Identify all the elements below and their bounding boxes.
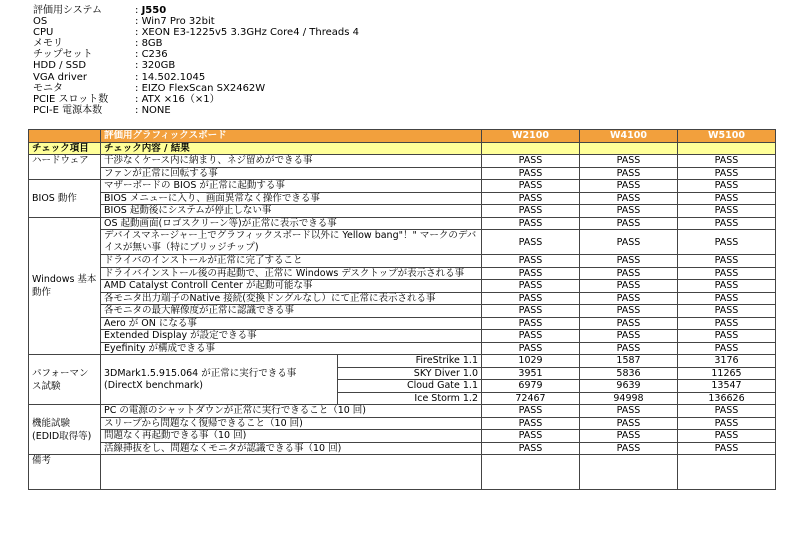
result-pass: PASS	[580, 405, 678, 418]
spec-value: EIZO FlexScan SX2462W	[141, 82, 266, 94]
spec-row	[33, 83, 359, 94]
result-pass: PASS	[482, 167, 580, 180]
spec-row	[33, 27, 359, 38]
result-pass: PASS	[678, 430, 776, 443]
spec-label: PCI-E 電源本数	[33, 104, 103, 116]
result-pass: PASS	[482, 330, 580, 343]
result-pass: PASS	[678, 417, 776, 430]
check-item: Eyefinity が構成できる事	[101, 342, 482, 355]
check-item: 活線挿抜をし、問題なくモニタが認識できる事（10 回)	[101, 442, 482, 455]
result-pass: PASS	[580, 317, 678, 330]
result-pass: PASS	[482, 430, 580, 443]
result-pass: PASS	[580, 230, 678, 255]
header-title: 評価用グラフィックスボード	[101, 130, 482, 143]
benchmark-score: 136626	[678, 392, 776, 405]
result-pass: PASS	[678, 330, 776, 343]
table-row	[29, 180, 776, 193]
benchmark-score: 9639	[580, 380, 678, 393]
notes-row	[29, 455, 776, 490]
spec-label: チップセット	[33, 49, 93, 61]
spec-label: HDD / SSD	[33, 60, 87, 72]
check-item: 問題なく再起動できる事（10 回)	[101, 430, 482, 443]
header-row	[29, 130, 776, 143]
header-blank	[29, 130, 101, 143]
spec-row	[33, 38, 359, 49]
result-pass: PASS	[580, 305, 678, 318]
notes-blank	[678, 455, 776, 490]
table-row	[29, 417, 776, 430]
result-pass: PASS	[678, 317, 776, 330]
table-row	[29, 430, 776, 443]
result-pass: PASS	[482, 417, 580, 430]
spec-value: 14.502.1045	[141, 71, 206, 83]
header-model: W2100	[482, 130, 580, 143]
benchmark-name: SKY Diver 1.0	[338, 367, 482, 380]
spec-value: C236	[141, 49, 168, 61]
table-row	[29, 255, 776, 268]
table-row	[29, 280, 776, 293]
spec-separator: :	[135, 27, 142, 39]
result-pass: PASS	[678, 155, 776, 168]
benchmark-row	[29, 355, 776, 368]
table-row	[29, 167, 776, 180]
check-item: ドライバのインストールが正常に完了すること	[101, 255, 482, 268]
result-pass: PASS	[678, 442, 776, 455]
table-row	[29, 205, 776, 218]
result-pass: PASS	[580, 217, 678, 230]
check-item: Extended Display が設定できる事	[101, 330, 482, 343]
spec-value: 8GB	[141, 38, 163, 50]
result-pass: PASS	[482, 217, 580, 230]
table-row	[29, 267, 776, 280]
result-pass: PASS	[580, 205, 678, 218]
category-function: 機能試験 (EDID取得等)	[29, 405, 101, 455]
result-pass: PASS	[482, 205, 580, 218]
table-row	[29, 155, 776, 168]
subheader-blank	[580, 142, 678, 155]
check-item: 各モニタ出力端子のNative 接続(変換ドングルなし）にて正常に表示される事	[101, 292, 482, 305]
result-pass: PASS	[580, 442, 678, 455]
benchmark-score: 72467	[482, 392, 580, 405]
benchmark-score: 3176	[678, 355, 776, 368]
evaluation-table	[28, 129, 776, 490]
check-item: BIOS 起動後にシステムが停止しない事	[101, 205, 482, 218]
table-row	[29, 342, 776, 355]
result-pass: PASS	[482, 155, 580, 168]
spec-separator: :	[135, 93, 142, 105]
category-performance: パフォーマンス試験	[29, 355, 101, 405]
spec-row	[33, 60, 359, 71]
category-windows: Windows 基本動作	[29, 217, 101, 355]
benchmark-score: 3951	[482, 367, 580, 380]
category-hardware: ハードウェア	[29, 155, 101, 180]
result-pass: PASS	[678, 280, 776, 293]
result-pass: PASS	[580, 292, 678, 305]
result-pass: PASS	[678, 180, 776, 193]
spec-row	[33, 94, 359, 105]
result-pass: PASS	[580, 192, 678, 205]
result-pass: PASS	[482, 292, 580, 305]
result-pass: PASS	[678, 342, 776, 355]
spec-value: XEON E3-1225v5 3.3GHz Core4 / Threads 4	[141, 27, 360, 39]
result-pass: PASS	[580, 342, 678, 355]
result-pass: PASS	[580, 417, 678, 430]
result-pass: PASS	[678, 292, 776, 305]
result-pass: PASS	[678, 167, 776, 180]
check-item: 干渉なくケース内に納まり、ネジ留めができる事	[101, 155, 482, 168]
result-pass: PASS	[678, 192, 776, 205]
result-pass: PASS	[580, 267, 678, 280]
result-pass: PASS	[678, 305, 776, 318]
benchmark-score: 5836	[580, 367, 678, 380]
subheader-row	[29, 142, 776, 155]
result-pass: PASS	[482, 317, 580, 330]
result-pass: PASS	[678, 230, 776, 255]
notes-blank	[482, 455, 580, 490]
spec-label: メモリ	[33, 38, 63, 50]
result-pass: PASS	[580, 180, 678, 193]
spec-value: NONE	[141, 104, 171, 116]
spec-separator: :	[135, 60, 142, 72]
result-pass: PASS	[678, 205, 776, 218]
spec-row	[33, 49, 359, 60]
spec-separator: :	[135, 38, 142, 50]
subheader-content: チェック内容 / 結果	[101, 142, 482, 155]
spec-row	[33, 16, 359, 27]
table-row	[29, 192, 776, 205]
result-pass: PASS	[580, 330, 678, 343]
spec-value: Win7 Pro 32bit	[141, 16, 215, 28]
spec-separator: :	[135, 16, 142, 28]
system-spec-list	[33, 5, 359, 116]
benchmark-score: 1029	[482, 355, 580, 368]
table-row	[29, 317, 776, 330]
result-pass: PASS	[482, 180, 580, 193]
spec-label: PCIE スロット数	[33, 93, 109, 105]
spec-row	[33, 72, 359, 83]
result-pass: PASS	[482, 267, 580, 280]
spec-separator: :	[135, 104, 142, 116]
result-pass: PASS	[482, 280, 580, 293]
check-item: OS 起動画面(ロゴスクリーン等)が正常に表示できる事	[101, 217, 482, 230]
check-item: 各モニタの最大解像度が正常に認識できる事	[101, 305, 482, 318]
result-pass: PASS	[678, 217, 776, 230]
benchmark-score: 1587	[580, 355, 678, 368]
result-pass: PASS	[482, 305, 580, 318]
result-pass: PASS	[580, 155, 678, 168]
header-model: W4100	[580, 130, 678, 143]
check-item: マザーボードの BIOS が正常に起動する事	[101, 180, 482, 193]
subheader-item: チェック項目	[29, 142, 101, 155]
notes-content	[101, 455, 482, 490]
header-model: W5100	[678, 130, 776, 143]
spec-separator: :	[135, 5, 142, 16]
result-pass: PASS	[580, 167, 678, 180]
spec-separator: :	[135, 82, 142, 94]
notes-blank	[580, 455, 678, 490]
spec-label: 評価用システム	[33, 5, 102, 16]
result-pass: PASS	[678, 255, 776, 268]
benchmark-name: FireStrike 1.1	[338, 355, 482, 368]
table-row	[29, 217, 776, 230]
check-item: Aero が ON になる事	[101, 317, 482, 330]
spec-label: CPU	[33, 27, 54, 39]
check-item: デバイスマネージャー上でグラフィックスボード以外に Yellow bang"！" マークのデバイスが無い事（特にブリッジチップ)	[101, 230, 482, 255]
spec-label: OS	[33, 16, 48, 28]
result-pass: PASS	[580, 280, 678, 293]
subheader-blank	[482, 142, 580, 155]
result-pass: PASS	[482, 405, 580, 418]
spec-label: モニタ	[33, 82, 63, 94]
subheader-blank	[678, 142, 776, 155]
category-bios: BIOS 動作	[29, 180, 101, 218]
spec-row	[33, 105, 359, 116]
spec-row	[33, 5, 359, 16]
benchmark-score: 6979	[482, 380, 580, 393]
result-pass: PASS	[678, 405, 776, 418]
benchmark-score: 94998	[580, 392, 678, 405]
benchmark-name: Cloud Gate 1.1	[338, 380, 482, 393]
result-pass: PASS	[580, 430, 678, 443]
table-row	[29, 230, 776, 255]
check-item: AMD Catalyst Controll Center が起動可能な事	[101, 280, 482, 293]
check-item: スリープから問題なく復帰できること（10 回)	[101, 417, 482, 430]
table-row	[29, 292, 776, 305]
spec-label: VGA driver	[33, 71, 88, 83]
spec-value: J550	[141, 5, 167, 16]
result-pass: PASS	[482, 342, 580, 355]
check-item: BIOS メニューに入り、画面異常なく操作できる事	[101, 192, 482, 205]
check-item: ファンが正常に回転する事	[101, 167, 482, 180]
spec-separator: :	[135, 49, 142, 61]
benchmark-score: 11265	[678, 367, 776, 380]
result-pass: PASS	[482, 255, 580, 268]
spec-value: ATX ×16（×1）	[141, 93, 220, 105]
result-pass: PASS	[580, 255, 678, 268]
result-pass: PASS	[482, 192, 580, 205]
benchmark-score: 13547	[678, 380, 776, 393]
benchmark-description: 3DMark1.5.915.064 が正常に実行できる事 (DirectX benchmark)	[101, 355, 338, 405]
result-pass: PASS	[482, 230, 580, 255]
table-row	[29, 330, 776, 343]
result-pass: PASS	[678, 267, 776, 280]
result-pass: PASS	[482, 442, 580, 455]
table-row	[29, 442, 776, 455]
spec-separator: :	[135, 71, 142, 83]
spec-value: 320GB	[141, 60, 176, 72]
benchmark-name: Ice Storm 1.2	[338, 392, 482, 405]
table-row	[29, 305, 776, 318]
category-notes: 備考	[29, 455, 101, 490]
check-item: ドライバインストール後の再起動で、正常に Windows デスクトップが表示される事	[101, 267, 482, 280]
table-row	[29, 405, 776, 418]
check-item: PC の電源のシャットダウンが正常に実行できること（10 回)	[101, 405, 482, 418]
